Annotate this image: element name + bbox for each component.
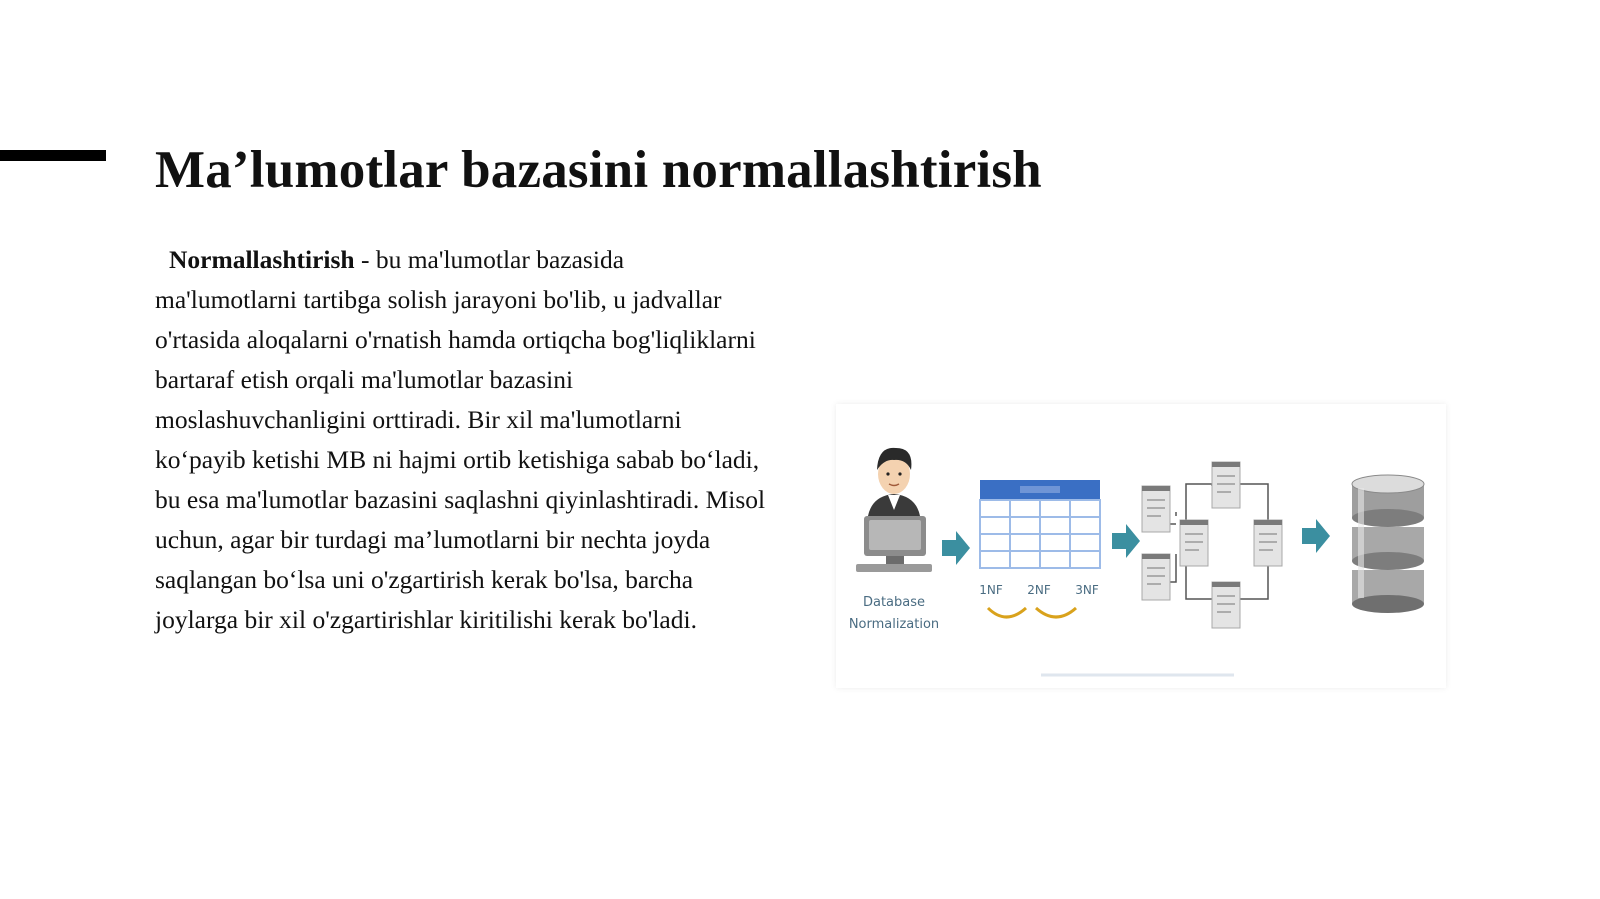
person-at-computer-icon (849, 448, 939, 632)
caption-line2: Normalization (848, 617, 940, 632)
slide-title: Ma’lumotlar bazasini normallashtirish (155, 141, 1042, 199)
normalization-diagram (836, 404, 1446, 688)
body-paragraph (155, 240, 770, 640)
table-icon (980, 480, 1100, 568)
related-tables-icon (1142, 462, 1282, 628)
arrow-right-icon (1112, 524, 1140, 558)
accent-bar (0, 150, 106, 161)
nf-arc-2 (1036, 608, 1076, 617)
definition-text: - bu ma'lumotlar bazasida ma'lumotlarni tartibga solish jarayoni bo'lib, u jadvallar o'rtasida aloqalarni o'rnatish hamda ortiqcha bog'liqliklarni bartaraf etish orqali ma'lumotlar bazasini moslashuvchanligini orttiradi. Bir xil ma'lumotlarni ko‘payib ketishi MB ni hajmi ortib ketishiga sabab bo‘ladi, bu esa ma'lumotlar bazasini saqlashni qiyinlashtiradi. Misol uchun, agar bir turdagi ma’lumotlarni bir nechta joyda saqlangan bo‘lsa uni o'zgartirish kerak bo'lsa, barcha joylarga bir xil o'zgartirishlar kiritilishi kerak bo'ladi. (155, 245, 766, 634)
nf-label-2: 2NF (1027, 583, 1051, 597)
nf-label-3: 3NF (1075, 583, 1099, 597)
term-bold: Normallashtirish (169, 245, 355, 274)
nf-arc-1 (988, 608, 1026, 617)
arrow-right-icon (942, 531, 970, 565)
normalization-diagram-svg (836, 404, 1446, 688)
nf-label-1: 1NF (979, 583, 1003, 597)
arrow-right-icon (1302, 519, 1330, 553)
database-icon (1352, 475, 1424, 613)
caption-line1: Database (862, 595, 926, 610)
